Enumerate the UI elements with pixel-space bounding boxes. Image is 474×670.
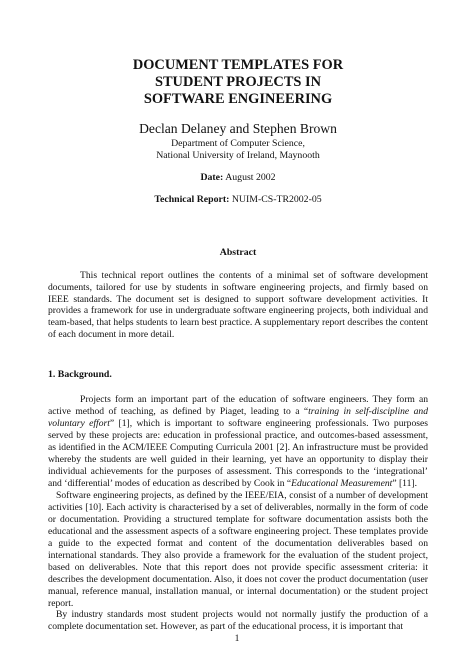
page-number: 1 [234,633,240,644]
date-label: Date: [200,171,224,183]
date-value: August 2002 [223,171,276,183]
background-paragraph-1 [48,394,428,490]
report-number: NUIM-CS-TR2002-05 [229,193,322,205]
affiliation-line-2: National University of Ireland, Maynooth [156,149,320,161]
p1-text-c: ” [11]. [392,478,417,489]
document-title [48,0,428,109]
title-line-2: STUDENT PROJECTS IN [154,74,322,91]
report-label: Technical Report: [154,193,230,205]
p1-text-a: Projects form an important part of the education of software engineers. They form an active method of teaching, as defined by Piaget, leading to a “ [48,394,428,418]
title-line-1: DOCUMENT TEMPLATES FOR [132,57,344,73]
affiliation [48,138,428,162]
report-line [48,194,428,206]
title-line-3: SOFTWARE ENGINEERING [143,91,333,108]
p1-text-b: ” [1], which is important to software engineering professionals. Two purposes served by these projects are: education in professional practice, and outcomes-based assessment, as identified in the ACM/IEEE Computing Curricula 2001 [2]. An infrastructure must be provided whereby the students are well guided in their learning, yet have an opportunity to display their individual achievements for the purposes of assessment. This corresponds to the ‘integrational’ and ‘differential’ modes of education as described by Cook in “ [48,418,429,489]
authors: Declan Delaney and Stephen Brown [139,120,337,136]
section-heading-background: 1. Background. [48,369,112,381]
background-paragraph-2: Software engineering projects, as defined by the IEEE/EIA, consist of a number of development activities [10]. Each activity is characterised by a set of deliverables, normally in the form of code or documentation. Providing a structured template for software documentation assists both the educational and the assessment aspects of a software engineering project. These templates provide a guide to the expected format and content of the documentation deliverables based on international standards. They also provide a framework for the evaluation of the student project, based on deliverables. Note that this report does not provide specific assessment criteria: it describes the development documentation. Also, it does not cover the product documentation (user manual, reference manual, installation manual, or internal documentation) or the student project report. [48,489,428,609]
p1-quote-cook: Educational Measurement [291,478,393,489]
affiliation-line-1: Department of Computer Science, [171,137,305,149]
date-line [48,172,428,184]
abstract-heading: Abstract [219,246,257,258]
background-paragraph-3: By industry standards most student projects would not normally justify the production of a complete documentation set. However, as part of the educational process, it is important that [48,609,428,633]
p1-quote-piaget: training in self-discipline and voluntary effort [48,406,428,430]
abstract-body: This technical report outlines the contents of a minimal set of software development documents, tailored for use by students in software engineering projects, and firmly based on IEEE standards. The document set is designed to support software development activities. It provides a framework for use in undergraduate software engineering projects, both individual and team-based, that helps students to learn best practice. A supplementary report describes the content of each document in more detail. [48,269,428,341]
